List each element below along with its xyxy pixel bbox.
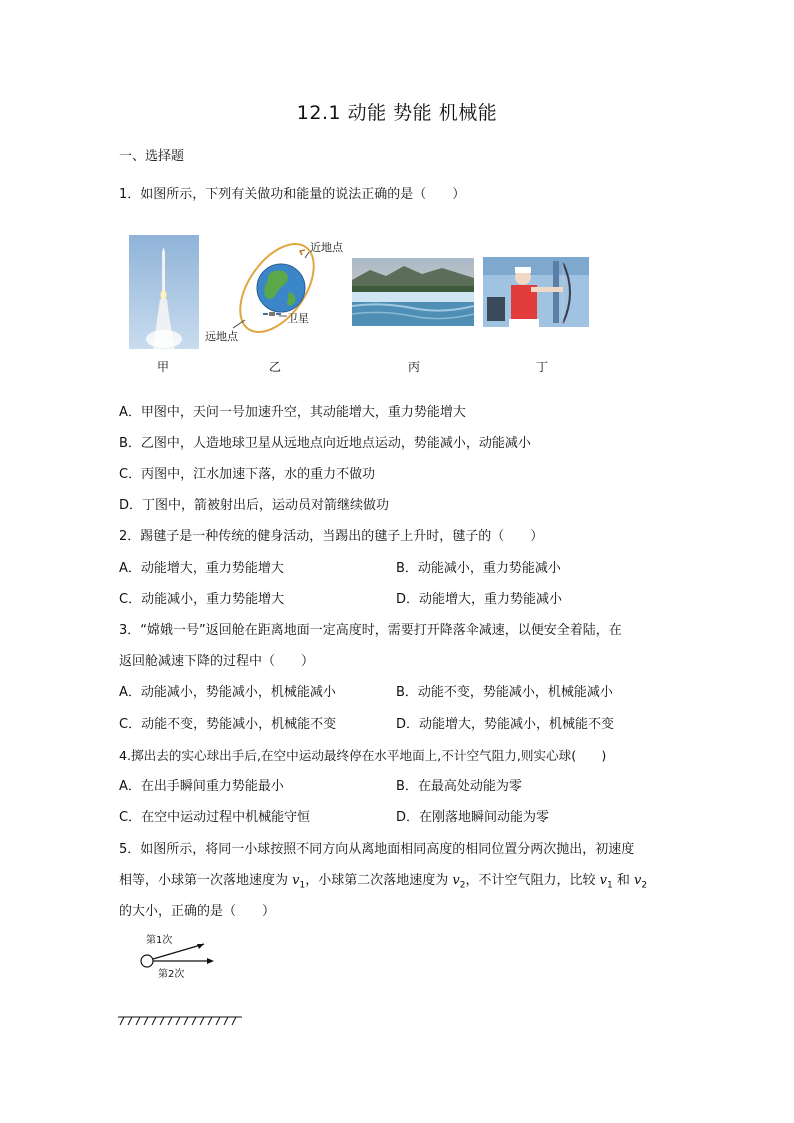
- q5-stem-line1: 5．如图所示，将同一小球按照不同方向从离地面相同高度的相同位置分两次抛出，初速度: [119, 842, 635, 857]
- section-heading: 一、选择题: [119, 149, 185, 164]
- q2-option-d: D．动能增大，重力势能减小: [396, 592, 563, 607]
- q1-option-d: D．丁图中，箭被射出后，运动员对箭继续做功: [119, 498, 390, 513]
- q1-option-c: C．丙图中，江水加速下落，水的重力不做功: [119, 467, 376, 482]
- arrow-icon: [300, 250, 305, 255]
- svg-text:近地点: 近地点: [310, 241, 343, 254]
- q5-stem-line2: 相等，小球第一次落地速度为 $v_1$，小球第二次落地速度为 $v_2$，不计空气阻力，比较 $v_1$ 和 $v_2$: [119, 873, 648, 891]
- caption-ding: 丁: [536, 360, 549, 374]
- satellite-orbit-diagram: [205, 236, 350, 348]
- svg-text:第2次: 第2次: [158, 969, 185, 980]
- svg-text:卫星: 卫星: [287, 312, 309, 325]
- q5-stem-line3: 的大小，正确的是（ ）: [119, 904, 276, 919]
- arrow-icon: [207, 958, 214, 964]
- ground-hatching: [118, 1015, 242, 1027]
- q1-option-a: A．甲图中，天问一号加速升空，其动能增大，重力势能增大: [119, 405, 466, 420]
- q4-option-d: D．在刚落地瞬间动能为零: [396, 810, 550, 825]
- river-dam-image: [352, 258, 474, 326]
- q3-option-a: A．动能减小，势能减小，机械能减小: [119, 685, 336, 700]
- q3-option-c: C．动能不变，势能减小，机械能不变: [119, 717, 337, 732]
- svg-text:第1次: 第1次: [146, 935, 173, 946]
- q1-stem: 1．如图所示，下列有关做功和能量的说法正确的是（ ）: [119, 187, 466, 202]
- svg-text:远地点: 远地点: [205, 330, 238, 343]
- q2-option-b: B．动能减小，重力势能减小: [396, 561, 561, 576]
- q2-stem: 2．踢毽子是一种传统的健身活动，当踢出的毽子上升时，毽子的（ ）: [119, 529, 544, 544]
- q4-option-a: A．在出手瞬间重力势能最小: [119, 779, 284, 794]
- q1-option-b: B．乙图中，人造地球卫星从远地点向近地点运动，势能减小，动能减小: [119, 436, 531, 451]
- q4-stem: 4.掷出去的实心球出手后,在空中运动最终停在水平地面上,不计空气阻力,则实心球( ): [119, 748, 607, 763]
- caption-yi: 乙: [269, 360, 282, 374]
- rocket-launch-image: [129, 235, 199, 349]
- q3-option-b: B．动能不变，势能减小，机械能减小: [396, 685, 613, 700]
- page-title: 12.1 动能 势能 机械能: [296, 102, 498, 124]
- caption-bing: 丙: [408, 360, 421, 374]
- q4-option-b: B．在最高处动能为零: [396, 779, 522, 794]
- archer-image: [483, 257, 589, 327]
- arrow-icon: [197, 944, 204, 949]
- q3-stem-line2: 返回舱减速下降的过程中（ ）: [119, 654, 315, 669]
- ball-throw-diagram: [138, 933, 220, 981]
- q2-option-a: A．动能增大，重力势能增大: [119, 561, 284, 576]
- q3-option-d: D．动能增大，势能减小，机械能不变: [396, 717, 615, 732]
- q2-option-c: C．动能减小，重力势能增大: [119, 592, 285, 607]
- q4-option-c: C．在空中运动过程中机械能守恒: [119, 810, 311, 825]
- q3-stem-line1: 3．“嫦娥一号”返回舱在距离地面一定高度时，需要打开降落伞减速，以便安全着陆，在: [119, 623, 622, 638]
- caption-jia: 甲: [157, 360, 170, 374]
